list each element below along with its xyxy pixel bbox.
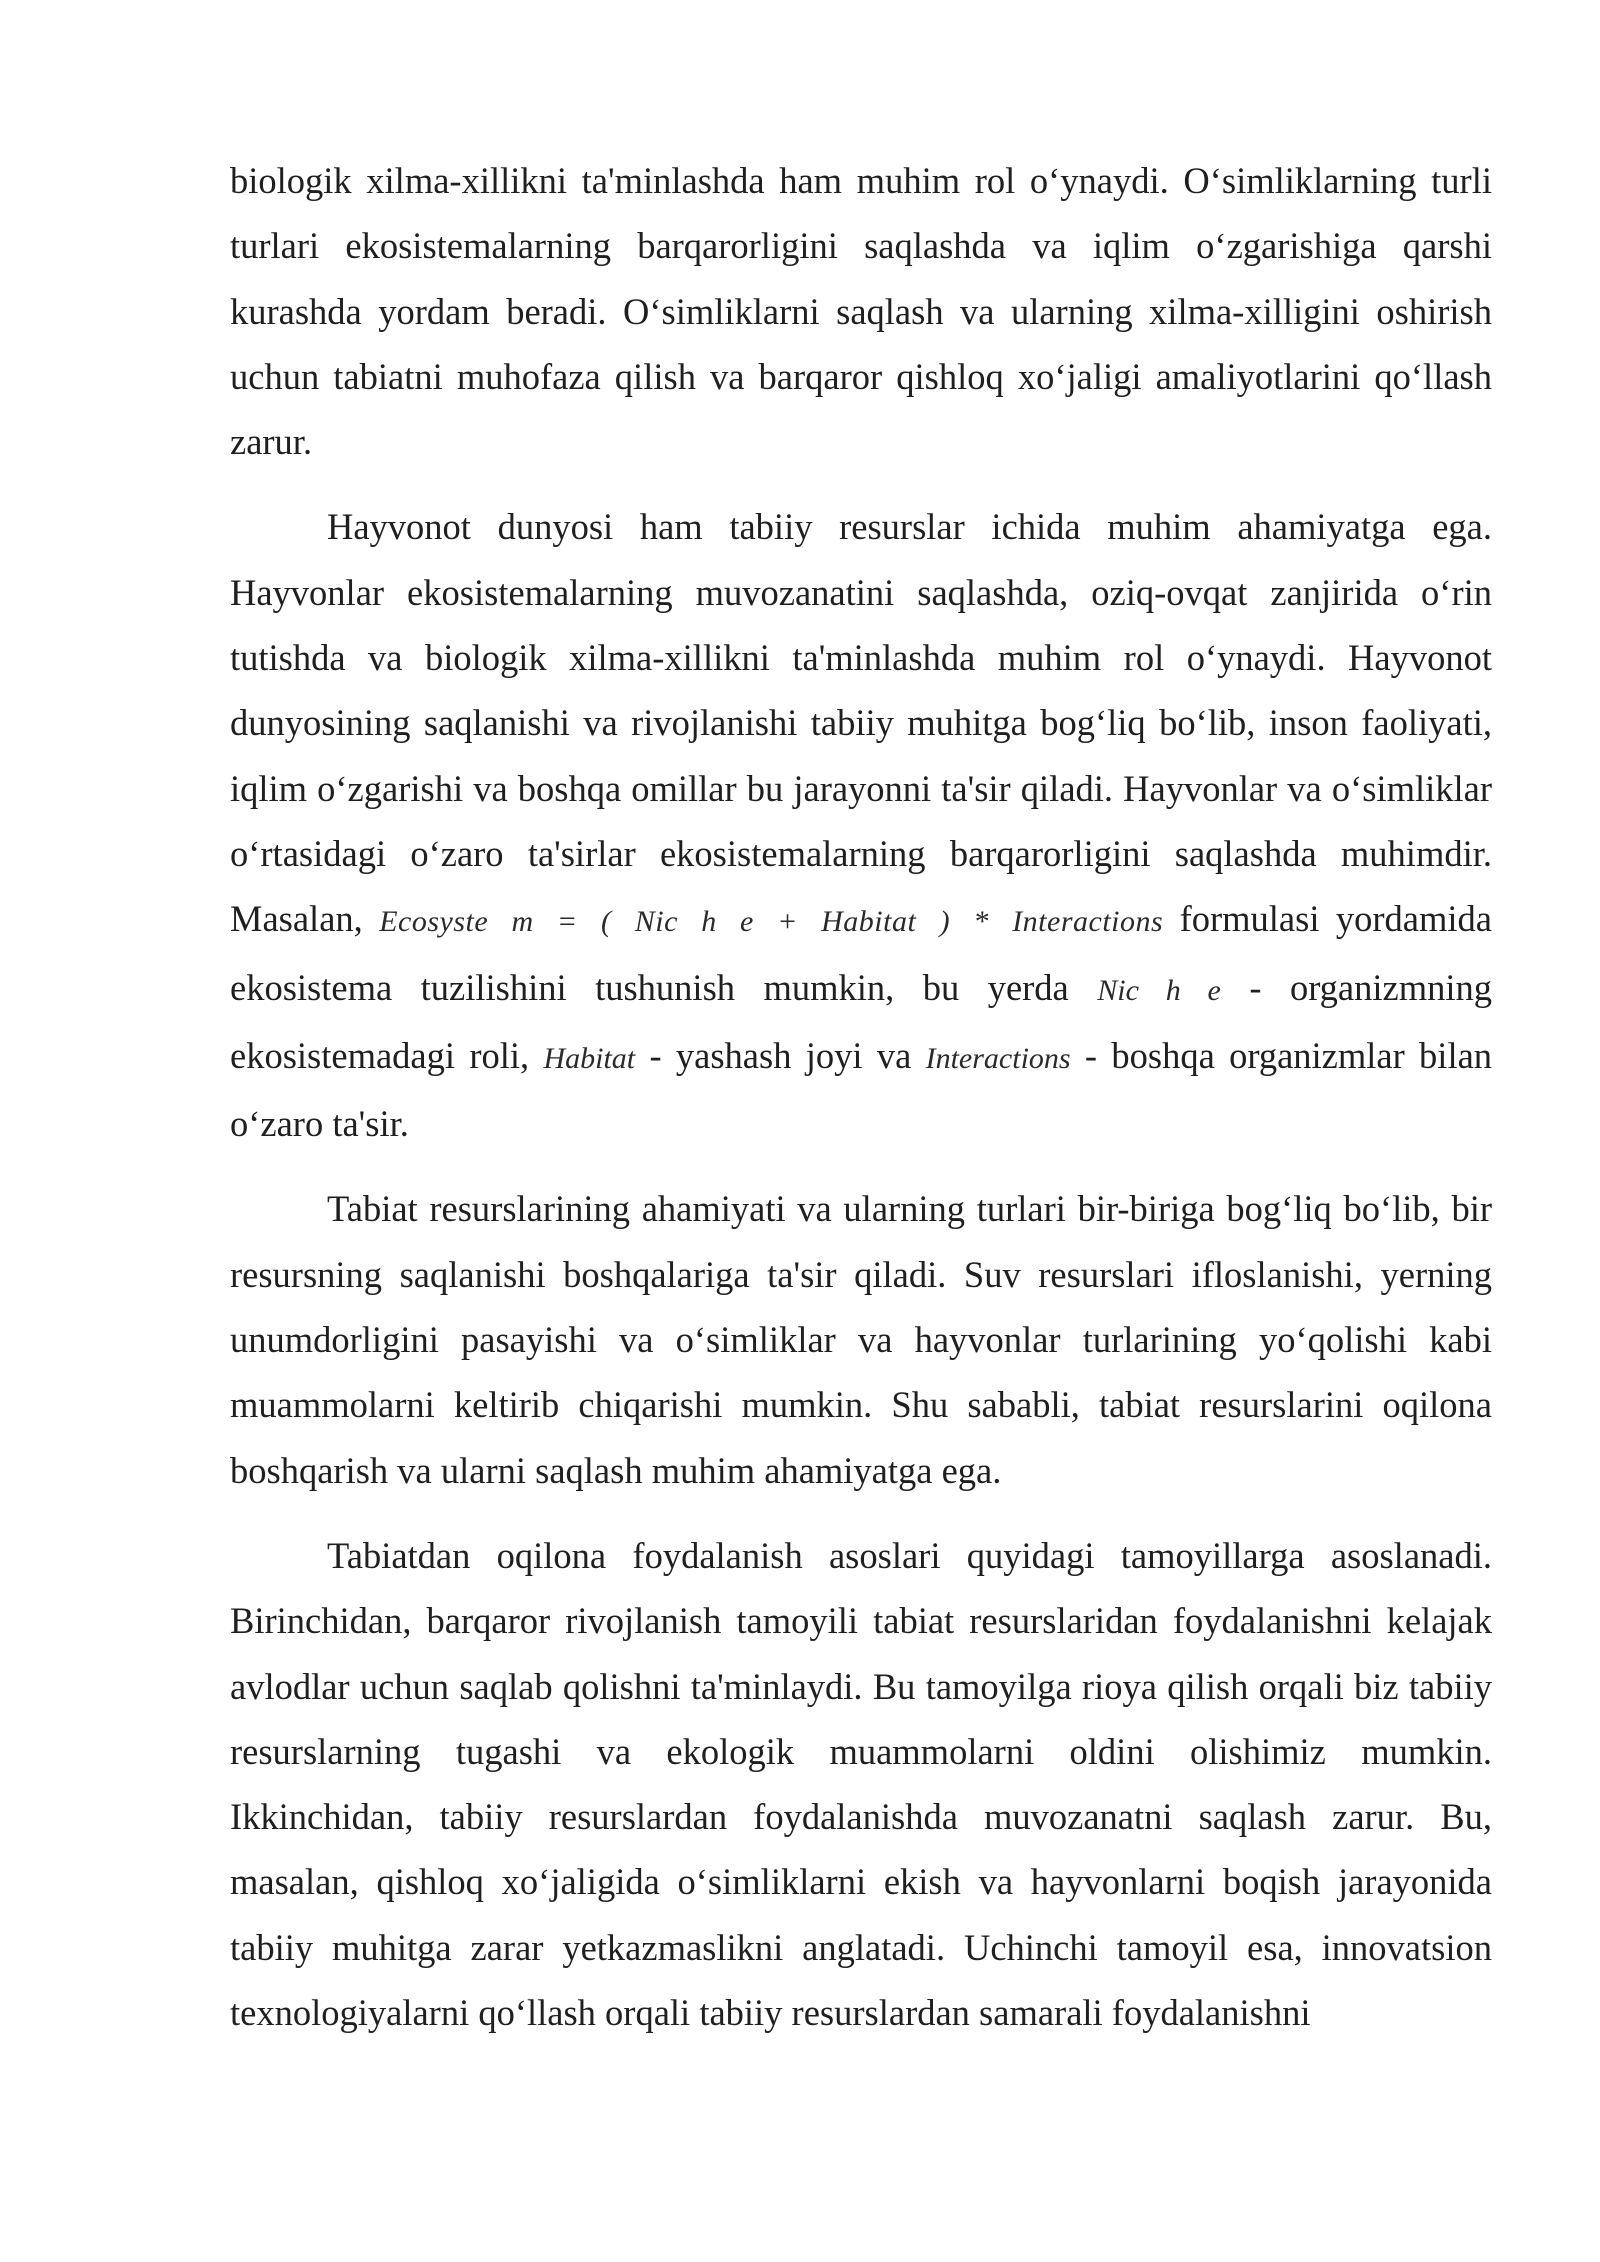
- paragraph-animal-text-3: - organizmning ekosistemadagi roli,: [230, 966, 1493, 1076]
- paragraph-rational-use-principles: Tabiatdan oqilona foydalanish asoslari quyidagi tamoyillarga asoslanadi. Birinchidan, barqaror rivojlanish tamoyili tabiat resurslaridan foydalanishni kelajak avlodlar uchun saqlab qolishni ta'minlaydi. Bu tamoyilga rioya qilish orqali biz tabiiy resurslarning tugashi va ekologik muammolarni oldini olishimiz mumkin. Ikkinchidan, tabiiy resurslardan foydalanishda muvozanatni saqlash zarur. Bu, masalan, qishloq xo‘jaligida o‘simliklarni ekish va hayvonlarni boqish jarayonida tabiiy muhitga zarar yetkazmaslikni anglatadi. Uchinchi tamoyil esa, innovatsion texnologiyalarni qo‘llash orqali tabiiy resurslardan samarali foydalanishni: [230, 1534, 1492, 2034]
- paragraph-animal-world: [230, 494, 1492, 1156]
- habitat-term: Habitat: [543, 1041, 636, 1075]
- document-page: [230, 148, 1492, 2045]
- paragraph-animal-text-5: - boshqa organizmlar bilan o‘zaro ta'sir.: [230, 1034, 1493, 1145]
- paragraph-animal-text-1: Hayvonot dunyosi ham tabiiy resurslar ichida muhim ahamiyatga ega. Hayvonlar ekosistemalarning muvozanatini saqlashda, oziq-ovqat zanjirida o‘rin tutishda va biologik xilma-xillikni ta'minlashda muhim rol o‘ynaydi. Hayvonot dunyosining saqlanishi va rivojlanishi tabiiy muhitga bog‘liq bo‘lib, inson faoliyati, iqlim o‘zgarishi va boshqa omillar bu jarayonni ta'sir qiladi. Hayvonlar va o‘simliklar o‘rtasidagi o‘zaro ta'sirlar ekosistemalarning barqarorligini saqlashda muhimdir. Masalan,: [230, 506, 1492, 940]
- interactions-term: Interactions: [925, 1041, 1071, 1075]
- ecosystem-formula: Ecosyste m = ( Nic h e + Habitat ) * Interactions: [379, 905, 1164, 939]
- paragraph-resource-interdependence: Tabiat resurslarining ahamiyati va ularning turlari bir-biriga bog‘liq bo‘lib, bir resursning saqlanishi boshqalariga ta'sir qiladi. Suv resurslari ifloslanishi, yerning unumdorligini pasayishi va o‘simliklar va hayvonlar turlarining yo‘qolishi kabi muammolarni keltirib chiqarishi mumkin. Shu sababli, tabiat resurslarini oqilona boshqarish va ularni saqlash muhim ahamiyatga ega.: [230, 1188, 1492, 1491]
- paragraph-animal-text-2: formulasi yordamida ekosistema tuzilishini tushunish mumkin, bu yerda: [230, 898, 1492, 1008]
- niche-term: Nic h e: [1097, 973, 1221, 1007]
- paragraph-animal-text-4: - yashash joyi va: [649, 1034, 912, 1076]
- paragraph-plants-continued: biologik xilma-xillikni ta'minlashda ham muhim rol o‘ynaydi. O‘simliklarning turli turlari ekosistemalarning barqarorligini saqlashda va iqlim o‘zgarishiga qarshi kurashda yordam beradi. O‘simliklarni saqlash va ularning xilma-xilligini oshirish uchun tabiatni muhofaza qilish va barqaror qishloq xo‘jaligi amaliyotlarini qo‘llash zarur.: [230, 160, 1492, 463]
